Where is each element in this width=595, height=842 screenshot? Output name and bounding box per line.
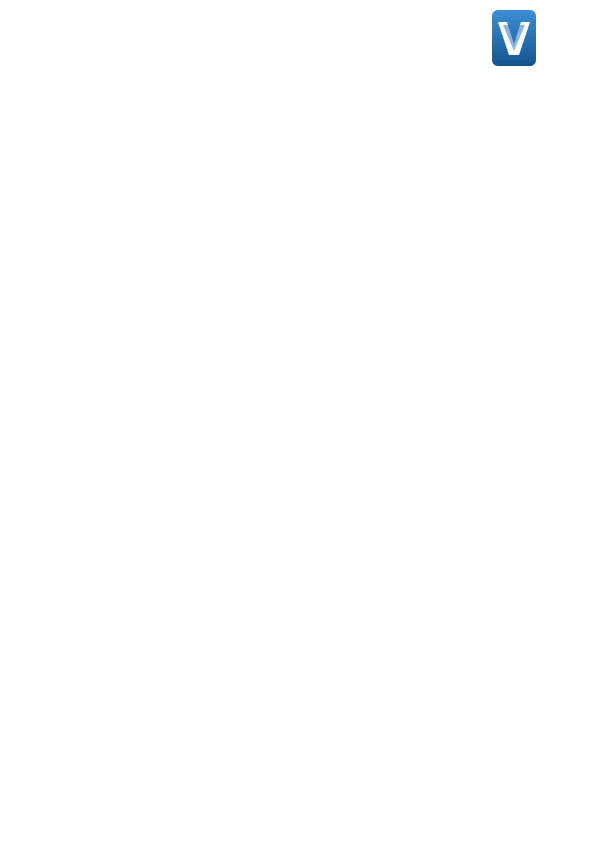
viamed-logo: [491, 9, 537, 67]
